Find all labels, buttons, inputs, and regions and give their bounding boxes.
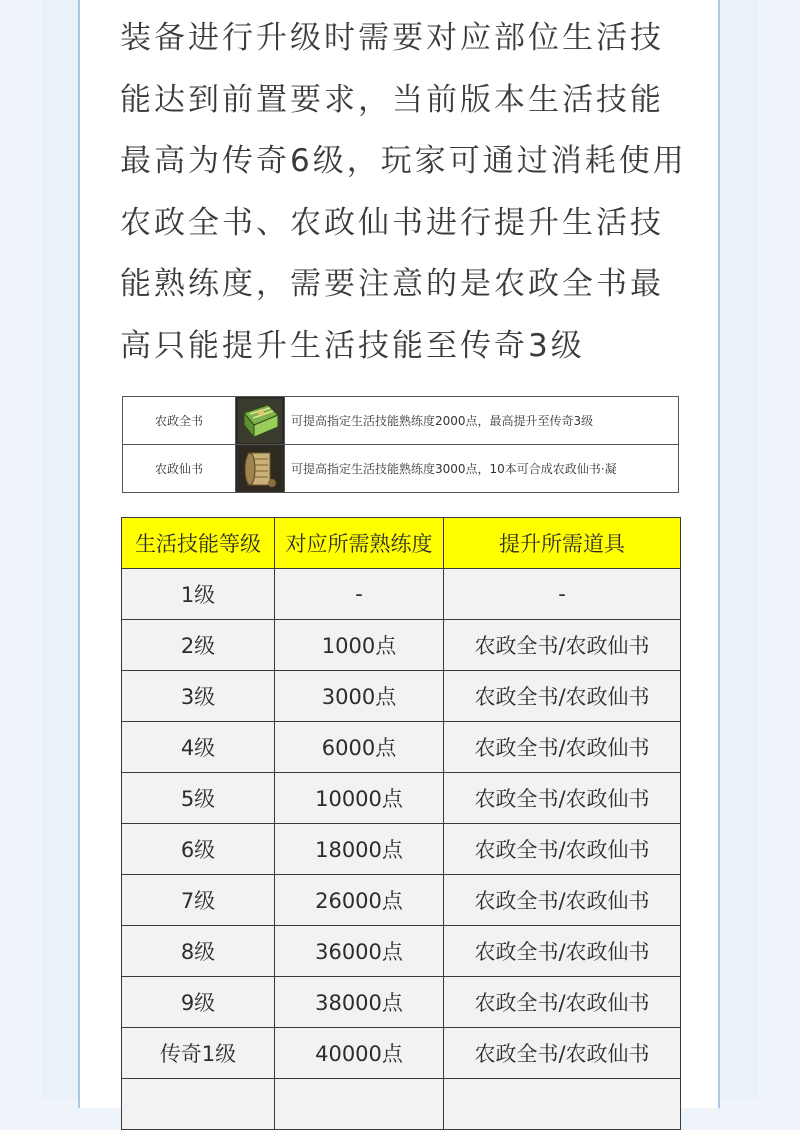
header-required-item: 提升所需道具	[444, 518, 681, 569]
cell-required-item: 农政全书/农政仙书	[444, 620, 681, 671]
cell-required-proficiency	[275, 1079, 444, 1130]
table-row	[122, 671, 681, 722]
cell-skill-level: 7级	[122, 875, 275, 926]
table-header-row	[122, 518, 681, 569]
cell-skill-level: 3级	[122, 671, 275, 722]
item-description: 可提高指定生活技能熟练度3000点，10本可合成农政仙书·凝	[285, 445, 679, 493]
cell-required-proficiency: 26000点	[275, 875, 444, 926]
cell-required-item: 农政全书/农政仙书	[444, 671, 681, 722]
cell-required-proficiency: 40000点	[275, 1028, 444, 1079]
green-book-icon	[238, 399, 282, 443]
cell-skill-level: 9级	[122, 977, 275, 1028]
scroll-book-icon	[238, 447, 282, 491]
table-row	[122, 1028, 681, 1079]
cell-required-item: 农政全书/农政仙书	[444, 1028, 681, 1079]
cell-required-proficiency: 36000点	[275, 926, 444, 977]
cell-required-item: -	[444, 569, 681, 620]
level-requirement-table	[121, 517, 681, 1130]
cell-required-item: 农政全书/农政仙书	[444, 722, 681, 773]
table-row	[122, 926, 681, 977]
cell-skill-level: 4级	[122, 722, 275, 773]
table-row	[122, 977, 681, 1028]
table-row	[122, 1079, 681, 1130]
table-row	[122, 824, 681, 875]
item-name: 农政全书	[123, 397, 236, 445]
cell-skill-level: 5级	[122, 773, 275, 824]
item-name: 农政仙书	[123, 445, 236, 493]
cell-required-item: 农政全书/农政仙书	[444, 926, 681, 977]
cell-skill-level: 6级	[122, 824, 275, 875]
cell-required-item	[444, 1079, 681, 1130]
item-row	[123, 397, 679, 445]
table-row	[122, 569, 681, 620]
cell-required-item: 农政全书/农政仙书	[444, 824, 681, 875]
item-row	[123, 445, 679, 493]
cell-skill-level: 传奇1级	[122, 1028, 275, 1079]
cell-required-proficiency: 3000点	[275, 671, 444, 722]
table-row	[122, 773, 681, 824]
table-row	[122, 722, 681, 773]
item-icon-cell	[236, 397, 285, 445]
cell-required-item: 农政全书/农政仙书	[444, 773, 681, 824]
cell-required-proficiency: -	[275, 569, 444, 620]
cell-required-proficiency: 38000点	[275, 977, 444, 1028]
cell-skill-level: 1级	[122, 569, 275, 620]
cell-required-proficiency: 1000点	[275, 620, 444, 671]
cell-required-proficiency: 6000点	[275, 722, 444, 773]
table-row	[122, 620, 681, 671]
cell-required-item: 农政全书/农政仙书	[444, 977, 681, 1028]
table-row	[122, 875, 681, 926]
item-description: 可提高指定生活技能熟练度2000点，最高提升至传奇3级	[285, 397, 679, 445]
cell-skill-level	[122, 1079, 275, 1130]
cell-required-proficiency: 10000点	[275, 773, 444, 824]
intro-paragraph: 装备进行升级时需要对应部位生活技能达到前置要求，当前版本生活技能最高为传奇6级，玩家可通过消耗使用农政全书、农政仙书进行提升生活技能熟练度，需要注意的是农政全书最高只能提升生活技能至传奇3级	[120, 20, 687, 364]
level-table-body	[122, 569, 681, 1130]
cell-required-proficiency: 18000点	[275, 824, 444, 875]
item-icon-cell	[236, 445, 285, 493]
cell-skill-level: 2级	[122, 620, 275, 671]
item-table	[122, 396, 679, 493]
cell-required-item: 农政全书/农政仙书	[444, 875, 681, 926]
header-required-proficiency: 对应所需熟练度	[275, 518, 444, 569]
cell-skill-level: 8级	[122, 926, 275, 977]
header-skill-level: 生活技能等级	[122, 518, 275, 569]
